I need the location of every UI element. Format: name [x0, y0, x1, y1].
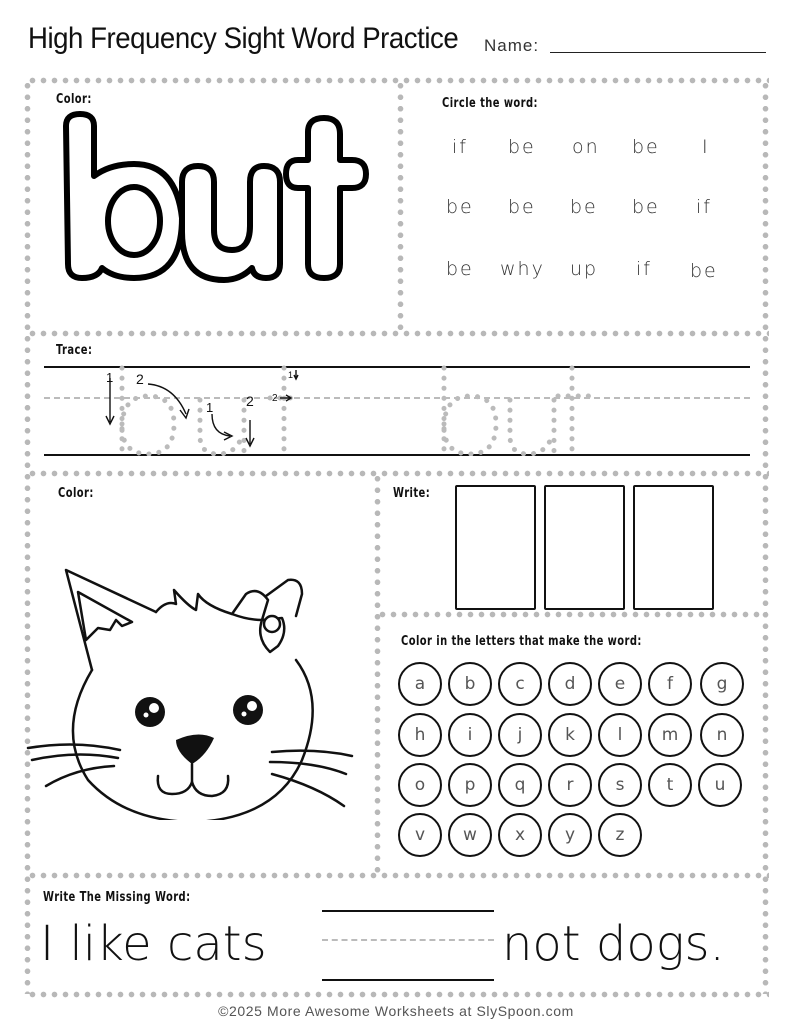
- footer-credit: ©2025 More Awesome Worksheets at SlySpoon.com: [218, 1003, 574, 1019]
- letter-circle-i[interactable]: i: [448, 713, 492, 757]
- border-right: [762, 80, 769, 994]
- circle-word-option[interactable]: be: [446, 196, 474, 218]
- circle-word-option[interactable]: up: [570, 258, 599, 280]
- circle-word-option[interactable]: be: [508, 196, 536, 218]
- stroke-number: 1: [206, 400, 214, 415]
- circle-word-option[interactable]: be: [446, 258, 474, 280]
- letter-circle-p[interactable]: p: [448, 763, 492, 807]
- letter-circle-o[interactable]: o: [398, 763, 442, 807]
- letter-circle-f[interactable]: f: [648, 662, 692, 706]
- divider-bottom: [27, 872, 769, 879]
- circle-word-option[interactable]: if: [636, 258, 652, 280]
- letter-circle-m[interactable]: m: [648, 713, 692, 757]
- divider-top-vertical: [397, 80, 404, 332]
- divider-right-middle: [377, 611, 767, 618]
- circle-word-label: Circle the word:: [442, 96, 538, 111]
- letter-circle-y[interactable]: y: [548, 813, 592, 857]
- name-input-line[interactable]: [550, 52, 766, 53]
- write-box-3[interactable]: [633, 485, 714, 610]
- letter-circle-w[interactable]: w: [448, 813, 492, 857]
- letter-grid: [398, 662, 758, 862]
- letter-circle-a[interactable]: a: [398, 662, 442, 706]
- letter-circle-s[interactable]: s: [598, 763, 642, 807]
- letter-circle-k[interactable]: k: [548, 713, 592, 757]
- color-letters-label: Color in the letters that make the word:: [401, 634, 642, 649]
- letter-circle-n[interactable]: n: [700, 713, 744, 757]
- letter-circle-l[interactable]: l: [598, 713, 642, 757]
- letter-circle-c[interactable]: c: [498, 662, 542, 706]
- letter-circle-u[interactable]: u: [698, 763, 742, 807]
- circle-word-option[interactable]: be: [632, 196, 660, 218]
- letter-circle-x[interactable]: x: [498, 813, 542, 857]
- border-left: [24, 80, 31, 994]
- write-label: Write:: [393, 486, 431, 501]
- letter-circle-b[interactable]: b: [448, 662, 492, 706]
- letter-circle-d[interactable]: d: [548, 662, 592, 706]
- letter-circle-v[interactable]: v: [398, 813, 442, 857]
- circle-word-option[interactable]: be: [632, 136, 660, 158]
- letter-circle-q[interactable]: q: [498, 763, 542, 807]
- circle-word-option[interactable]: if: [696, 196, 712, 218]
- sentence-after: not dogs.: [502, 916, 725, 972]
- answer-top-line: [322, 910, 494, 912]
- circle-word-option[interactable]: be: [690, 260, 718, 282]
- circle-word-option[interactable]: if: [452, 136, 468, 158]
- stroke-number: 2: [272, 393, 278, 404]
- stroke-number: 1: [106, 370, 114, 385]
- letter-circle-t[interactable]: t: [648, 763, 692, 807]
- trace-area[interactable]: [44, 364, 750, 456]
- circle-word-option[interactable]: be: [508, 136, 536, 158]
- letter-circle-h[interactable]: h: [398, 713, 442, 757]
- stroke-number: 2: [246, 393, 254, 409]
- trace-label: Trace:: [56, 343, 93, 358]
- page-title: High Frequency Sight Word Practice: [28, 22, 459, 55]
- answer-base-line[interactable]: [322, 979, 494, 981]
- letter-circle-r[interactable]: r: [548, 763, 592, 807]
- color-picture-label: Color:: [58, 486, 94, 501]
- stroke-number: 2: [136, 371, 144, 387]
- write-box-2[interactable]: [544, 485, 625, 610]
- circle-word-option[interactable]: I: [702, 136, 710, 158]
- circle-word-option[interactable]: on: [572, 136, 600, 158]
- border-bottom: [27, 991, 769, 998]
- bubble-word-but[interactable]: [58, 108, 378, 293]
- circle-word-option[interactable]: why: [500, 258, 545, 280]
- divider-trace: [27, 470, 769, 477]
- letter-circle-e[interactable]: e: [598, 662, 642, 706]
- cat-picture[interactable]: [26, 560, 366, 820]
- letter-circle-g[interactable]: g: [700, 662, 744, 706]
- missing-word-label: Write The Missing Word:: [43, 890, 191, 905]
- sentence-before: I like cats: [40, 916, 267, 972]
- stroke-number: 1: [288, 370, 294, 380]
- circle-word-grid: [440, 130, 740, 290]
- name-label: Name:: [484, 36, 540, 55]
- letter-circle-j[interactable]: j: [498, 713, 542, 757]
- letter-circle-z[interactable]: z: [598, 813, 642, 857]
- write-box-1[interactable]: [455, 485, 536, 610]
- answer-mid-line: [322, 939, 494, 941]
- divider-middle-vertical: [374, 473, 381, 875]
- color-word-label: Color:: [56, 92, 92, 107]
- circle-word-option[interactable]: be: [570, 196, 598, 218]
